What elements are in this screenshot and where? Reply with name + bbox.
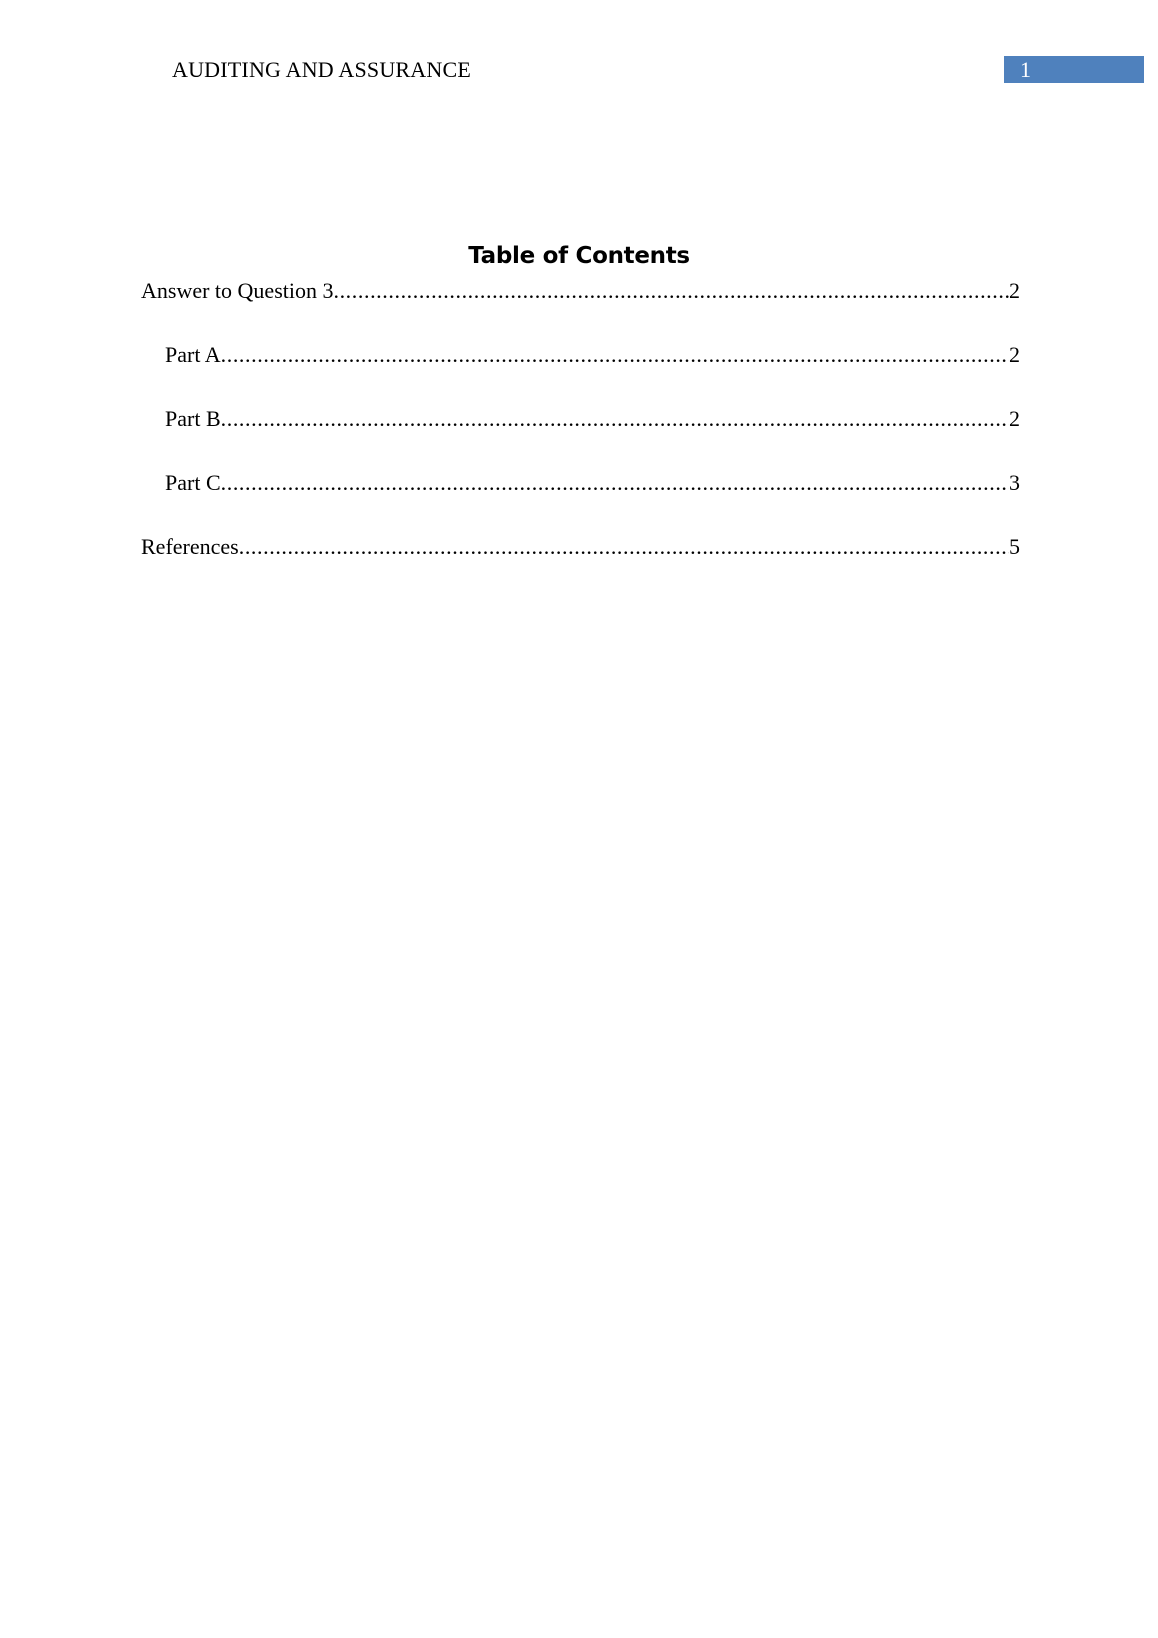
toc-entry-page: 5	[1009, 534, 1020, 559]
toc-dot-leader	[239, 532, 1009, 562]
running-head-title: AUDITING AND ASSURANCE	[172, 57, 471, 82]
toc-entry-label: Part C	[165, 470, 221, 495]
toc-entry-page: 2	[1009, 342, 1020, 367]
toc-entry-label: Part B	[165, 406, 221, 431]
toc-entry-answer-to-question-3[interactable]	[141, 276, 1020, 306]
toc-entry-part-b[interactable]	[165, 404, 1020, 434]
toc-entry-label: Answer to Question 3	[141, 278, 334, 303]
toc-entry-page: 3	[1009, 470, 1020, 495]
toc-heading: Table of Contents	[468, 243, 690, 269]
toc-entry-references[interactable]	[141, 532, 1020, 562]
page-number: 1	[1020, 57, 1031, 82]
toc-entry-part-c[interactable]	[165, 468, 1020, 498]
toc-dot-leader	[333, 276, 1009, 306]
toc-dot-leader	[221, 404, 1009, 434]
toc-dot-leader	[221, 468, 1009, 498]
page-number-badge	[1004, 56, 1144, 83]
toc-entry-part-a[interactable]	[165, 340, 1020, 370]
toc-entry-page: 2	[1009, 278, 1020, 303]
toc-entry-page: 2	[1009, 406, 1020, 431]
toc-dot-leader	[221, 340, 1009, 370]
toc-entry-label: Part A	[165, 342, 221, 367]
toc-entry-label: References	[141, 534, 239, 559]
